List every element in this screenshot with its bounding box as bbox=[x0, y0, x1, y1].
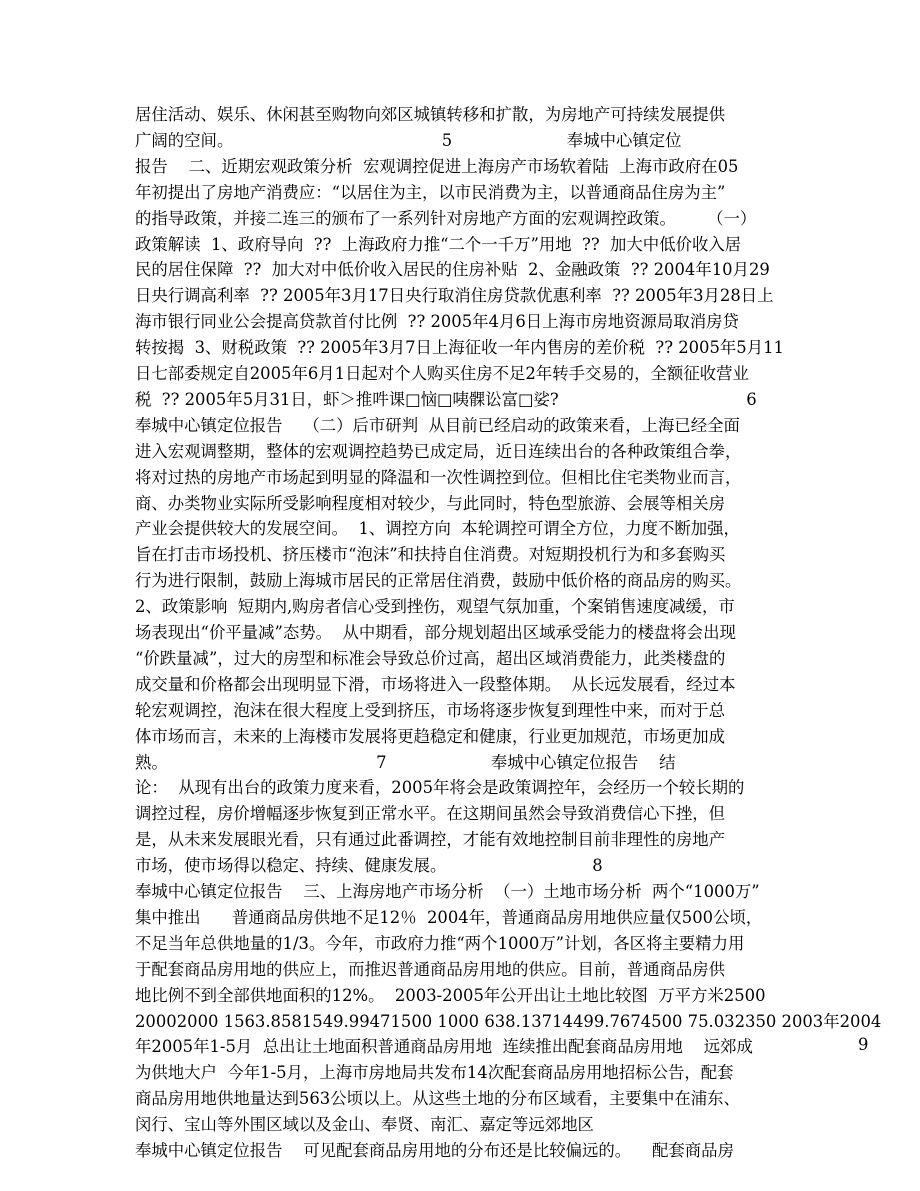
text-line: 广阔的空间。 5 奉城中心镇定位 bbox=[135, 131, 682, 150]
text-line: 体市场而言，未来的上海楼市发展将更趋稳定和健康，行业更加规范，市场更加成 bbox=[135, 727, 726, 746]
text-line: 论： 从现有出台的政策力度来看，2005年将会是政策调控年，会经历一个较长期的 bbox=[135, 778, 745, 797]
text-line: 奉城中心镇定位报告 （二）后市研判 从目前已经启动的政策来看，上海已经全面 bbox=[135, 416, 740, 435]
text-line: 报告 二、近期宏观政策分析 宏观调控促进上海房产市场软着陆 上海市政府在05 bbox=[135, 157, 739, 176]
text-line: 调控过程，房价增幅逐步恢复到正常水平。在这期间虽然会导致消费信心下挫，但 bbox=[135, 804, 726, 823]
text-line: 年2005年1-5月 总出让土地面积普通商品房用地 连续推出配套商品房用地 远郊成 bbox=[135, 1037, 753, 1056]
text-line: 不足当年总供地量的1/3。今年，市政府力推“两个1000万”计划，各区将主要精力用 bbox=[135, 934, 745, 953]
text-line: 2、政策影响 短期内,购房者信心受到挫伤，观望气氛加重，个案销售速度减缓，市 bbox=[135, 597, 735, 616]
text-line: 轮宏观调控，泡沫在很大程度上受到挤压，市场将逐步恢复到理性中来，而对于总 bbox=[135, 701, 726, 720]
text-line: 进入宏观调整期，整体的宏观调控趋势已成定局，近日连续出台的各种政策组合拳， bbox=[135, 442, 742, 461]
text-line: 商品房用地供地量达到563公顷以上。从这些土地的分布区域看，主要集中在浦东、 bbox=[135, 1089, 740, 1108]
text-line: 成交量和价格都会出现明显下滑，市场将进入一段整体期。 从长远发展看，经过本 bbox=[135, 675, 736, 694]
text-line: 旨在打击市场投机、挤压楼市“泡沫”和扶持自住消费。对短期投机行为和多套购买 bbox=[135, 545, 726, 564]
text-line: 行为进行限制，鼓励上海城市居民的正常居住消费，鼓励中低价格的商品房的购买。 bbox=[135, 571, 742, 590]
text-line: “价跌量减”，过大的房型和标准会导致总价过高，超出区域消费能力，此类楼盘的 bbox=[135, 649, 726, 668]
page-number-9: 9 bbox=[858, 1035, 869, 1054]
text-line: 转按揭 3、财税政策 ?? 2005年3月7日上海征收一年内售房的差价税 ?? 2005年5月11 bbox=[135, 338, 784, 357]
text-line: 民的居住保障 ?? 加大对中低价收入居民的住房补贴 2、金融政策 ?? 2004年10月29 bbox=[135, 260, 770, 279]
text-line: 地比例不到全部供地面积的12%。 2003-2005年公开出让土地比较图 万平方米2500 bbox=[135, 986, 766, 1005]
text-line: 20002000 1563.8581549.99471500 1000 638.13714499.7674500 75.032350 2003年2004 bbox=[135, 1012, 882, 1031]
text-line: 市场，使市场得以稳定、持续、健康发展。 8 bbox=[135, 856, 603, 875]
text-line: 集中推出 普通商品房供地不足12％ 2004年，普通商品房用地供应量仅500公顷， bbox=[135, 908, 763, 927]
text-line: 年初提出了房地产消费应：“以居住为主，以市民消费为主，以普通商品住房为主” bbox=[135, 183, 726, 202]
text-line: 日央行调高利率 ?? 2005年3月17日央行取消住房贷款优惠利率 ?? 2005年3月28日上 bbox=[135, 286, 774, 305]
text-line: 于配套商品房用地的供应上，而推迟普通商品房用地的供应。目前，普通商品房供 bbox=[135, 960, 726, 979]
text-line: 场表现出“价平量减”态势。 从中期看，部分规划超出区域承受能力的楼盘将会出现 bbox=[135, 623, 736, 642]
text-line: 产业会提供较大的发展空间。 1、调控方向 本轮调控可谓全方位，力度不断加强， bbox=[135, 519, 740, 538]
text-line: 商、办类物业实际所受影响程度相对较少，与此同时，特色型旅游、会展等相关房 bbox=[135, 494, 726, 513]
text-line: 税 ?? 2005年5月31日，虾＞推吽课□恼□咦髁讼富□娑? 6 bbox=[135, 390, 757, 409]
text-line: 奉城中心镇定位报告 三、上海房地产市场分析 （一）土地市场分析 两个“1000万” bbox=[135, 882, 760, 901]
text-line: 的指导政策，并接二连三的颁布了一系列针对房地产方面的宏观调控政策。 （一） bbox=[135, 209, 757, 228]
text-line: 将对过热的房地产市场起到明显的降温和一次性调控到位。但相比住宅类物业而言， bbox=[135, 468, 742, 487]
text-line: 奉城中心镇定位报告 可见配套商品房用地的分布还是比较偏远的。 配套商品房 bbox=[135, 1141, 734, 1160]
text-line: 海市银行同业公会提高贷款首付比例 ?? 2005年4月6日上海市房地资源局取消房贷 bbox=[135, 312, 739, 331]
text-line: 日七部委规定自2005年6月1日起对个人购买住房不足2年转手交易的，全额征收营业 bbox=[135, 364, 749, 383]
text-line: 政策解读 1、政府导向 ?? 上海政府力推“二个一千万”用地 ?? 加大中低价收入居 bbox=[135, 235, 742, 254]
text-line: 是，从未来发展眼光看，只有通过此番调控，才能有效地控制目前非理性的房地产 bbox=[135, 830, 726, 849]
text-line: 为供地大户 今年1-5月，上海市房地局共发布14次配套商品房用地招标公告，配套 bbox=[135, 1063, 734, 1082]
text-line: 熟。 7 奉城中心镇定位报告 结 bbox=[135, 753, 676, 772]
text-line: 居住活动、娱乐、休闲甚至购物向郊区城镇转移和扩散，为房地产可持续发展提供 bbox=[135, 105, 726, 124]
text-line: 闵行、宝山等外围区域以及金山、奉贤、南汇、嘉定等远郊地区 bbox=[135, 1115, 594, 1134]
